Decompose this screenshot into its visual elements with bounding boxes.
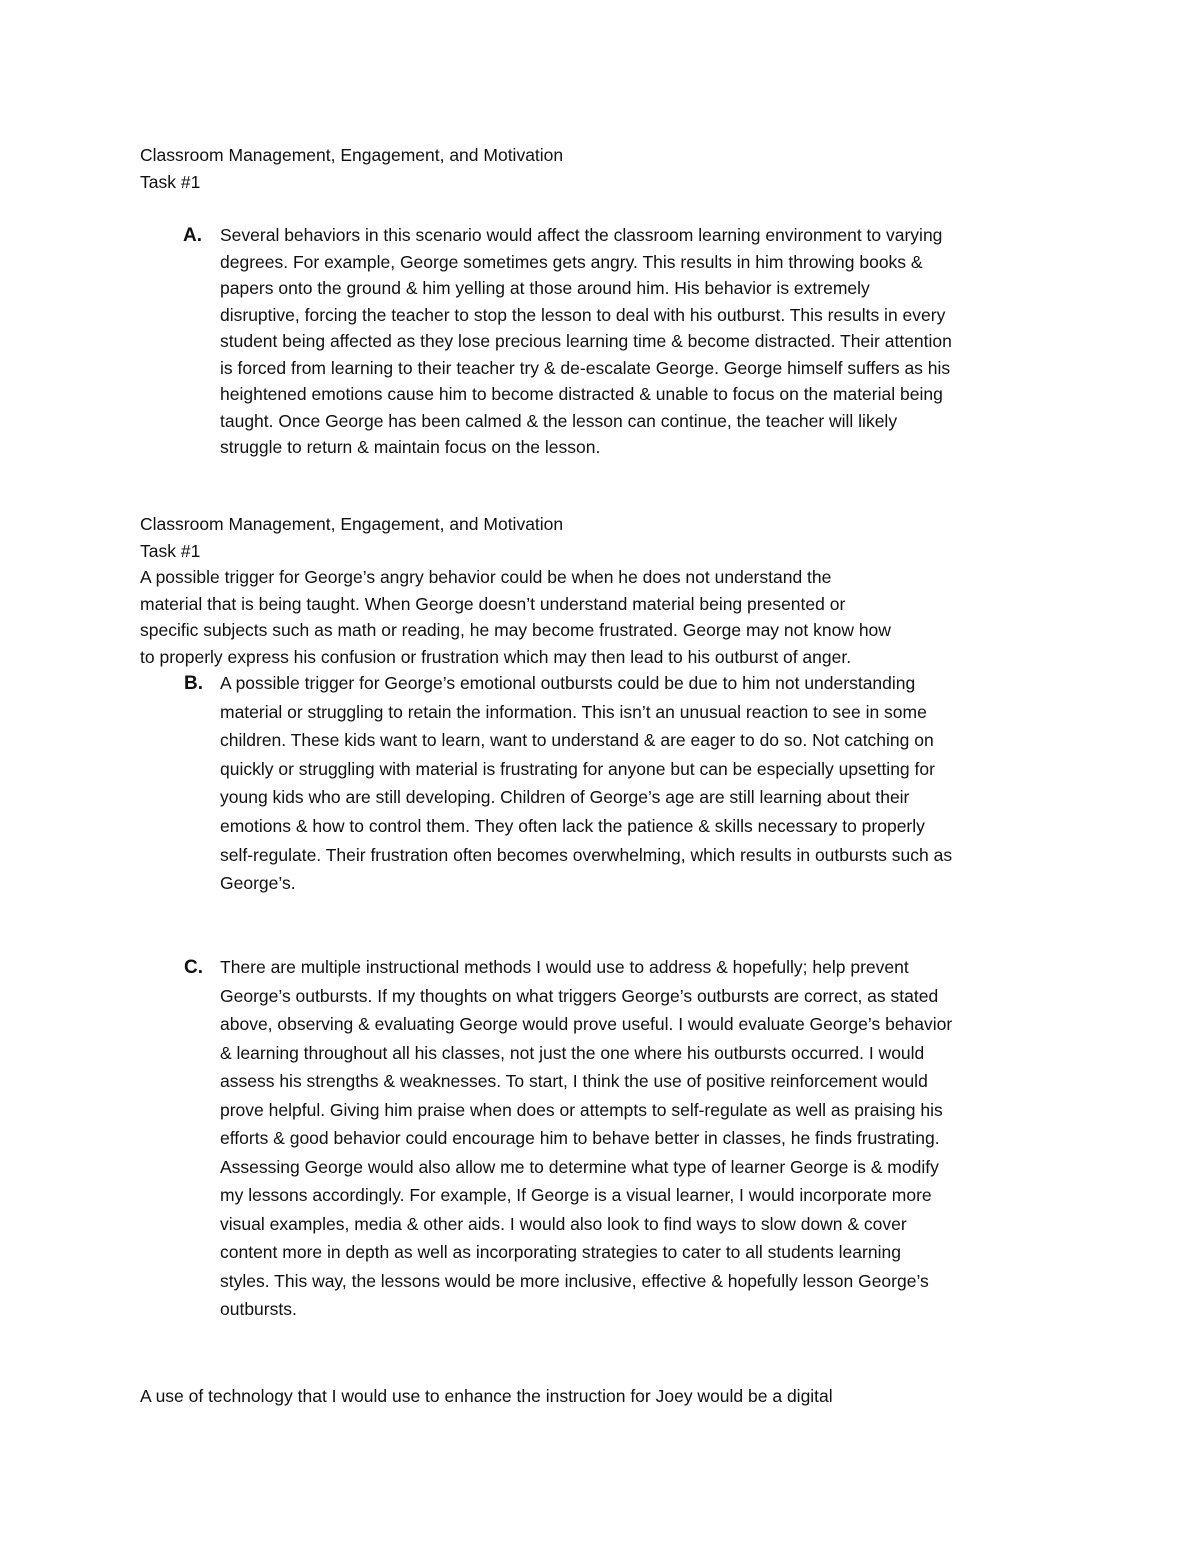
item-c-marker: C. [184, 957, 203, 978]
item-c-line: prove helpful. Giving him praise when does or attempts to self-regulate as well as praising his [220, 1099, 943, 1120]
item-a-marker: A. [183, 225, 202, 246]
item-b-line: material or struggling to retain the information. This isn’t an unusual reaction to see in some [220, 701, 927, 722]
section2-task-label: Task #1 [140, 541, 201, 561]
item-c-line: above, observing & evaluating George would prove useful. I would evaluate George’s behavior [220, 1014, 953, 1034]
item-c-line: Assessing George would also allow me to determine what type of learner George is & modify [220, 1156, 939, 1177]
item-b-line: George’s. [220, 873, 296, 894]
item-a-line: disruptive, forcing the teacher to stop the lesson to deal with his outburst. This results in every [220, 304, 946, 325]
item-a-line: is forced from learning to their teacher try & de-escalate George. George himself suffers as his [220, 357, 951, 378]
section1-task-label: Task #1 [140, 172, 201, 192]
item-a-line: struggle to return & maintain focus on the lesson. [220, 437, 601, 457]
item-b-line: A possible trigger for George’s emotional outbursts could be due to him not understanding [220, 673, 916, 693]
section2-heading: Classroom Management, Engagement, and Motivation [140, 514, 564, 534]
item-a-line: student being affected as they lose precious learning time & become distracted. Their attention [220, 331, 952, 351]
item-a-line: papers onto the ground & him yelling at those around him. His behavior is extremely [220, 278, 870, 298]
item-c-line: efforts & good behavior could encourage him to behave better in classes, he finds frustrating. [220, 1128, 940, 1148]
item-b-line: self-regulate. Their frustration often becomes overwhelming, which results in outbursts such as [220, 844, 953, 865]
item-a-line: heightened emotions cause him to become distracted & unable to focus on the material being [220, 384, 943, 404]
item-b-line: emotions & how to control them. They often lack the patience & skills necessary to properly [220, 816, 925, 836]
section2-line: material that is being taught. When George doesn’t understand material being presented or [140, 594, 846, 614]
section2-line: A possible trigger for George’s angry behavior could be when he does not understand the [140, 567, 832, 587]
section2-line: to properly express his confusion or frustration which may then lead to his outburst of anger. [140, 647, 852, 667]
item-c-line: outbursts. [220, 1299, 297, 1319]
item-b-line: children. These kids want to learn, want to understand & are eager to do so. Not catching on [220, 730, 934, 751]
closing-line: A use of technology that I would use to enhance the instruction for Joey would be a digital [140, 1386, 833, 1406]
item-b-line: young kids who are still developing. Children of George’s age are still learning about their [220, 787, 910, 808]
item-c-line: There are multiple instructional methods I would use to address & hopefully; help prevent [220, 957, 909, 977]
item-c-line: George’s outbursts. If my thoughts on what triggers George’s outbursts are correct, as stated [220, 985, 939, 1006]
item-c-line: styles. This way, the lessons would be more inclusive, effective & hopefully lesson George’s [220, 1270, 929, 1291]
section2-line: specific subjects such as math or reading, he may become frustrated. George may not know how [140, 620, 891, 640]
item-b-line: quickly or struggling with material is frustrating for anyone but can be especially upsetting for [220, 758, 935, 779]
item-a-line: degrees. For example, George sometimes gets angry. This results in him throwing books & [220, 251, 923, 272]
item-a-line: Several behaviors in this scenario would affect the classroom learning environment to varying [220, 225, 943, 245]
item-a-line: taught. Once George has been calmed & the lesson can continue, the teacher will likely [220, 410, 898, 431]
item-b-marker: B. [184, 673, 203, 694]
item-c-line: assess his strengths & weaknesses. To start, I think the use of positive reinforcement would [220, 1071, 928, 1091]
item-c-line: visual examples, media & other aids. I would also look to find ways to slow down & cover [220, 1213, 907, 1234]
section1-heading: Classroom Management, Engagement, and Motivation [140, 145, 564, 165]
item-c-line: my lessons accordingly. For example, If George is a visual learner, I would incorporate more [220, 1185, 932, 1205]
item-c-line: content more in depth as well as incorporating strategies to cater to all students learning [220, 1242, 901, 1262]
item-c-line: & learning throughout all his classes, not just the one where his outbursts occurred. I would [220, 1042, 925, 1063]
